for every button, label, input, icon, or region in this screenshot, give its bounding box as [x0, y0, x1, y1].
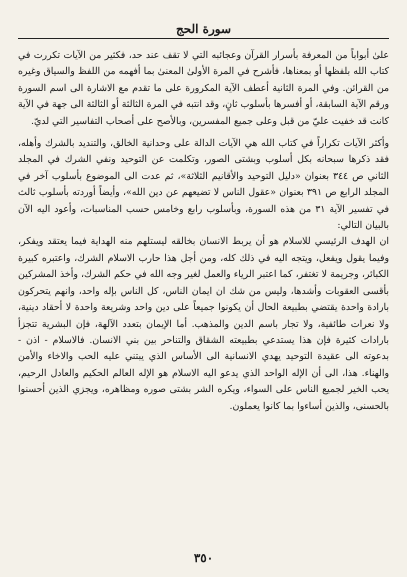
paragraph-2: وأكثر الآيات تكراراً في كتاب الله هي الآيات الدالة على وحدانية الخالق، والتنديد بالشرك وأهله، فقد ذكرها سبحانه بكل أسلوب وبشتى الصور، وتكلمت عن التوحيد ونفي الشرك في المجلد الثاني ص ٣٤٤ بعنوان «دليل التوحيد والأقانيم الثلاثة»، ثم عدت الى الموضوع بأسلوب آخر في المجلد الرابع ص ٣٩١ بعنوان «عقول الناس لا تضيعهم عن دين الله»، وأيضاً أوردته بأسلوب ثالث في تفسير الآية ٣١ من هذه السورة، وبأسلوب رابع وخامس حسب المناسبات، وأعود اليه الآن بالبيان التالي: [18, 138, 389, 232]
body-text [18, 48, 389, 415]
paragraph-1: علىٰ أبواباً من المعرفة بأسرار القرآن وعجائبه التي لا تقف عند حد، فكثير من الآيات تكررت في كتاب الله بلفظها أو بمعناها، فأشرح في المرة الأولىٰ المعنىٰ بما أفهمه من اللفظ والسياق وغيره من القرائن. وفي المرة الثانية أعطف الآية المكرورة على ما تقدم مع الاشارة الى اسم السورة ورقم الآية السابقة، أو أفسرها بأسلوب ثانٍ، وقد انتبه في المرة الثالثة أو الثالثة الى جهة في الآية كانت قد خفيت عليّ من قبل وعلى جميع المفسرين، وبالأصح على أصحاب التفاسير التي لديّ. [18, 50, 389, 127]
page-number: ٣٥٠ [193, 551, 214, 565]
running-header: سورة الحج [176, 22, 231, 36]
paragraph-3: ان الهدف الرئيسي للاسلام هو أن يربط الانسان بخالقه ليستلهم منه الهداية فيما يعتقد ويفكر، وفيما يقول ويفعل، ويتجه اليه في ذلك كله، ومن أجل هذا حارب الاسلام الشرك، واعتبره كبيرة الكبائر، وجريمة لا تغتفر، كما اعتبر الرياء والعمل لغير وجه الله في حكم الشرك، وأخذ المشركين بأقسى العقوبات وأشدها، وليس من شك ان ايمان الناس، كل الناس بإله واحد، وانهم يتحركون بارادة واحدة يقتضي بطبيعة الحال أن يكونوا جميعاً على دين واحد وشريعة واحدة لا أحقاد دينية، ولا نعرات طائفية، ولا تجار باسم الدين والمذهب. أما الإيمان بتعدد الآلهة، فإن البشرية تتجزأ بارادات كثيرة فإن هذا يستدعي بطبيعته الشقاق والتناحر بين بني الانسان. فالاسلام - اذن - بدعوته الى عقيدة التوحيد يهدي الانسانية الى الأساس الذي يبتني عليه الحب والاخاء والأمن والهناء. هذا، الى أن الإله الواحد الذي يدعو اليه الاسلام هو الإله العالم الحكيم والعادل الرحيم، يحب الخير لجميع الناس على السواء، ويكره الشر بشتى صوره ومظاهره، ويجزي الذين أحسنوا بالحسنى، والذين أساءوا بما كانوا يعملون. [18, 236, 389, 412]
header-rule [18, 38, 389, 39]
